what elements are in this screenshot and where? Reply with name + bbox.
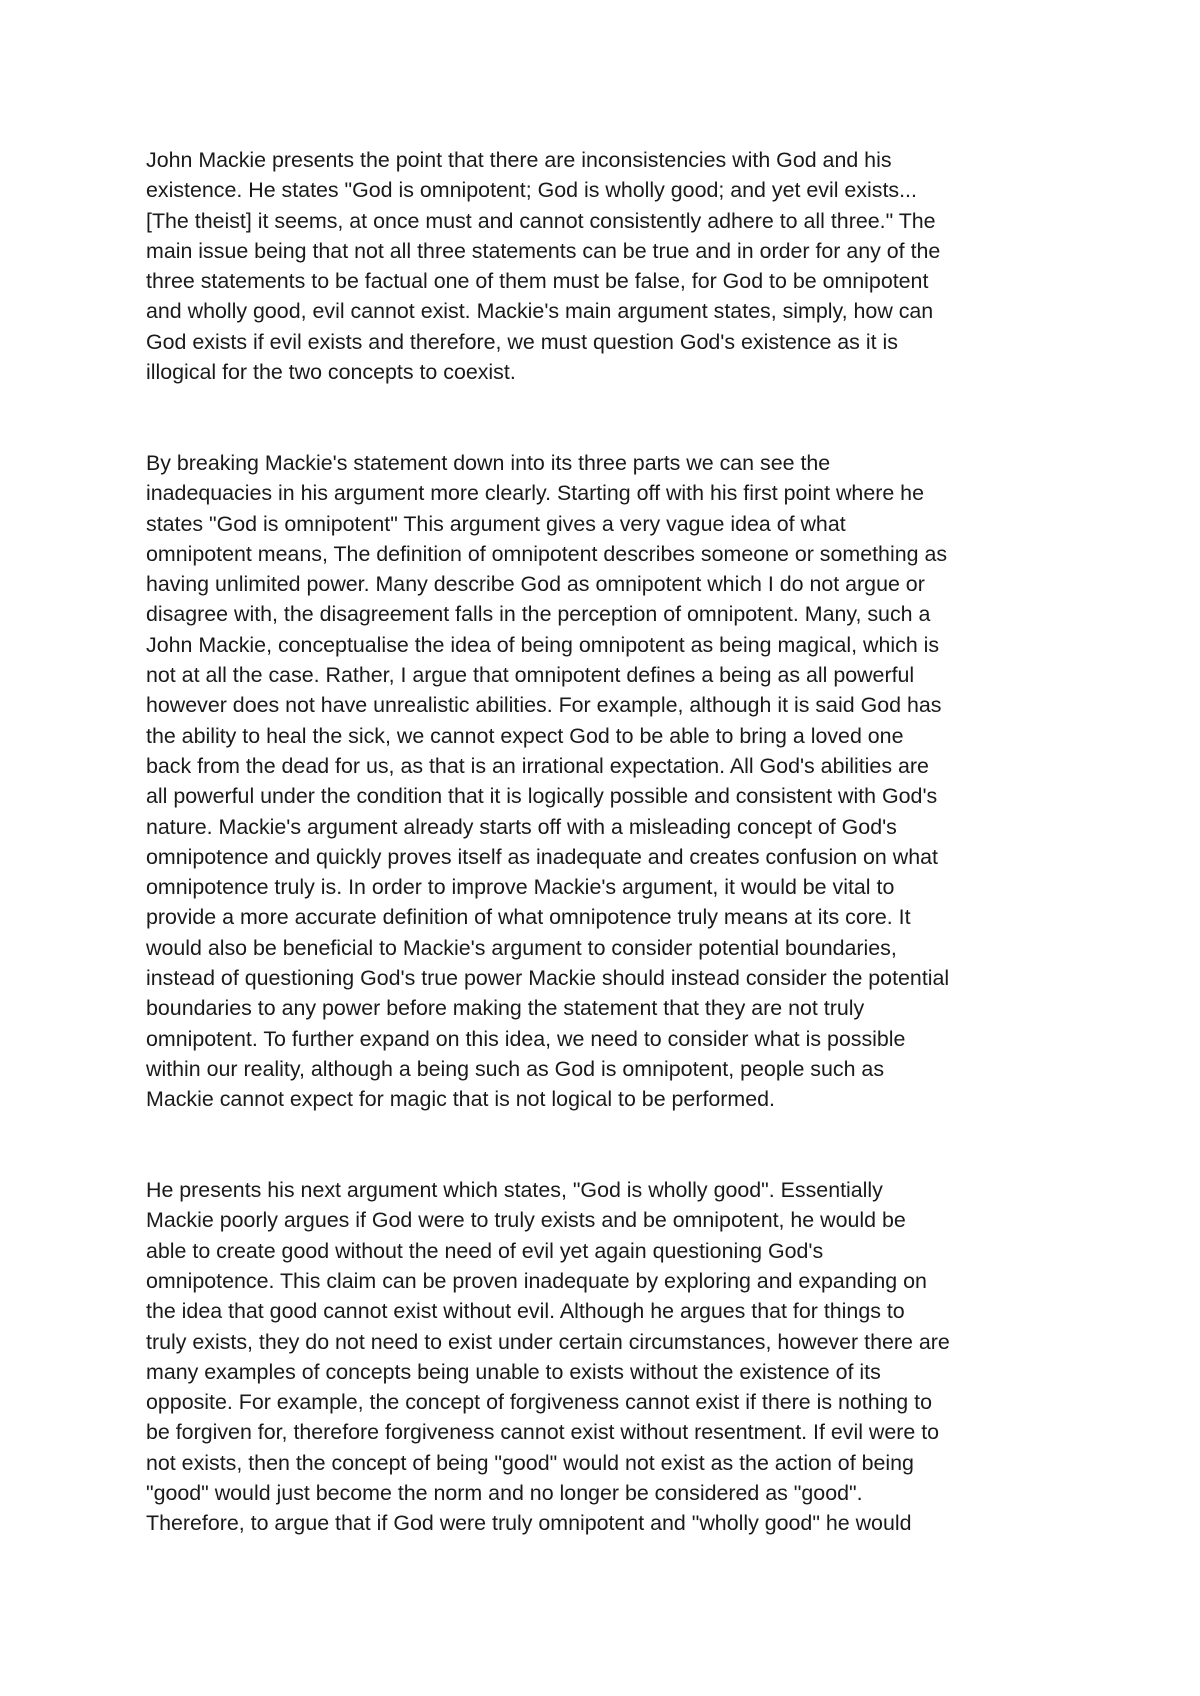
text-line: instead of questioning God's true power Mackie should instead consider the potential (146, 966, 950, 991)
text-line: inadequacies in his argument more clearly. Starting off with his first point where he (146, 481, 924, 506)
text-line: many examples of concepts being unable to exists without the existence of its (146, 1359, 881, 1384)
text-line: He presents his next argument which states, "God is wholly good". Essentially (146, 1178, 883, 1203)
text-line: back from the dead for us, as that is an irrational expectation. All God's abilities are (146, 753, 929, 778)
body-text (146, 145, 1076, 1539)
text-line: be forgiven for, therefore forgiveness cannot exist without resentment. If evil were to (146, 1420, 940, 1445)
text-line: opposite. For example, the concept of forgiveness cannot exist if there is nothing to (146, 1390, 932, 1415)
text-line: Mackie cannot expect for magic that is not logical to be performed. (146, 1087, 775, 1112)
paragraph-3 (146, 1175, 1076, 1539)
text-line: existence. He states "God is omnipotent; God is wholly good; and yet evil exists... (146, 178, 917, 203)
text-line: Therefore, to argue that if God were truly omnipotent and "wholly good" he would (146, 1511, 912, 1536)
text-line: By breaking Mackie's statement down into its three parts we can see the (146, 450, 831, 475)
text-line: omnipotence and quickly proves itself as inadequate and creates confusion on what (146, 844, 938, 869)
text-line: omnipotent. To further expand on this idea, we need to consider what is possible (146, 1026, 906, 1051)
text-line: omnipotent means, The definition of omnipotent describes someone or something as (146, 541, 948, 566)
text-line: Mackie poorly argues if God were to truly exists and be omnipotent, he would be (146, 1208, 906, 1233)
text-line: not at all the case. Rather, I argue that omnipotent defines a being as all powerful (146, 663, 915, 688)
text-line: [The theist] it seems, at once must and cannot consistently adhere to all three." The (146, 208, 936, 233)
text-line: and wholly good, evil cannot exist. Mackie's main argument states, simply, how can (146, 299, 934, 324)
text-line: provide a more accurate definition of what omnipotence truly means at its core. It (146, 905, 911, 930)
text-line: boundaries to any power before making the statement that they are not truly (146, 996, 865, 1021)
text-line: John Mackie presents the point that there are inconsistencies with God and his (146, 148, 892, 172)
text-line: nature. Mackie's argument already starts off with a misleading concept of God's (146, 814, 897, 839)
paragraph-2 (146, 448, 1076, 1115)
text-line: "good" would just become the norm and no longer be considered as "good". (146, 1481, 863, 1506)
text-line: having unlimited power. Many describe God as omnipotent which I do not argue or (146, 572, 925, 597)
text-line: the idea that good cannot exist without evil. Although he argues that for things to (146, 1299, 905, 1324)
text-line: God exists if evil exists and therefore, we must question God's existence as it is (146, 329, 898, 354)
text-line: however does not have unrealistic abilities. For example, although it is said God has (146, 693, 942, 718)
text-line: not exists, then the concept of being "good" would not exist as the action of being (146, 1450, 914, 1475)
text-line: John Mackie, conceptualise the idea of being omnipotent as being magical, which is (146, 632, 940, 657)
text-line: able to create good without the need of evil yet again questioning God's (146, 1238, 824, 1263)
text-line: within our reality, although a being such as God is omnipotent, people such as (146, 1056, 885, 1081)
text-line: states "God is omnipotent" This argument gives a very vague idea of what (146, 511, 846, 536)
text-line: illogical for the two concepts to coexist. (146, 360, 516, 385)
text-line: omnipotence. This claim can be proven inadequate by exploring and expanding on (146, 1268, 927, 1293)
text-line: truly exists, they do not need to exist under certain circumstances, however there are (146, 1329, 950, 1354)
text-line: omnipotence truly is. In order to improve Mackie's argument, it would be vital to (146, 875, 895, 900)
paragraph-1 (146, 145, 1076, 387)
text-line: all powerful under the condition that it is logically possible and consistent with God's (146, 784, 938, 809)
text-line: main issue being that not all three statements can be true and in order for any of the (146, 238, 941, 263)
text-line: disagree with, the disagreement falls in the perception of omnipotent. Many, such a (146, 602, 931, 627)
text-line: would also be beneficial to Mackie's argument to consider potential boundaries, (146, 935, 897, 960)
text-line: the ability to heal the sick, we cannot expect God to be able to bring a loved one (146, 723, 904, 748)
text-line: three statements to be factual one of them must be false, for God to be omnipotent (146, 269, 929, 294)
